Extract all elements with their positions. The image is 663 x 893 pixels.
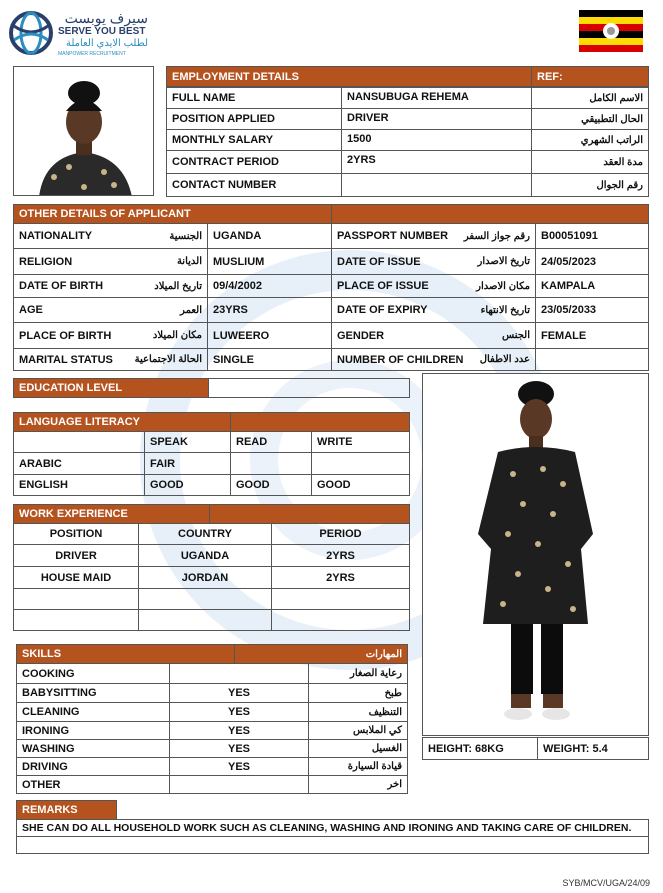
other-left-label-ar: الحالة الاجتماعية	[134, 354, 202, 365]
language-speak: FAIR	[144, 452, 231, 475]
other-right-value	[535, 348, 649, 371]
skill-value: YES	[169, 739, 309, 758]
applicant-full-body-photo	[422, 373, 649, 736]
footer-code: SYB/MCV/UGA/24/09	[562, 878, 650, 888]
other-right-label-ar: رقم جواز السفر	[463, 230, 530, 242]
remarks-header: REMARKS	[16, 800, 117, 820]
speak-header: SPEAK	[144, 431, 231, 453]
contact-number-value	[341, 173, 532, 197]
skill-value: YES	[169, 702, 309, 722]
other-right-value: B00051091	[535, 223, 649, 249]
brand-sub-ar: لطلب الايدي العاملة	[65, 38, 148, 49]
work-period	[271, 609, 410, 631]
other-left-label-ar: الديانة	[176, 256, 202, 267]
other-right-label	[331, 348, 536, 371]
brand-name-en: SERVE YOU BEST	[58, 26, 146, 37]
skills-header-ar: المهارات	[234, 644, 408, 664]
other-left-label	[13, 322, 208, 349]
other-right-label-en: NUMBER OF CHILDREN	[337, 353, 464, 366]
skill-value: YES	[169, 757, 309, 776]
other-right-label	[331, 248, 536, 275]
skills-header: SKILLS	[16, 644, 235, 664]
work-period	[271, 588, 410, 610]
other-right-label	[331, 322, 536, 349]
globe-logo-icon	[8, 10, 54, 56]
height-label: HEIGHT: 68KG	[422, 737, 538, 760]
skill-name: OTHER	[16, 775, 170, 794]
remarks-blank-line	[16, 836, 649, 854]
language-read	[230, 452, 312, 475]
other-right-label-en: PASSPORT NUMBER	[337, 230, 449, 242]
language-write: GOOD	[311, 474, 410, 496]
other-left-label-ar: العمر	[180, 304, 202, 316]
other-right-label-en: PLACE OF ISSUE	[337, 280, 429, 292]
other-left-label-en: RELIGION	[19, 255, 73, 268]
applicant-portrait-photo	[13, 66, 154, 196]
other-details-header: OTHER DETAILS OF APPLICANT	[13, 204, 332, 224]
other-left-label-en: PLACE OF BIRTH	[19, 329, 112, 342]
monthly-salary-label-ar: الراتب الشهري	[531, 129, 649, 151]
period-header: PERIOD	[271, 523, 410, 545]
other-details-header-right	[331, 204, 649, 224]
other-left-value: UGANDA	[207, 223, 332, 249]
other-left-label-en: DATE OF BIRTH	[19, 280, 104, 292]
other-left-label	[13, 248, 208, 275]
language-name: ENGLISH	[13, 474, 145, 496]
language-name: ARABIC	[13, 452, 145, 475]
contact-number-label-ar: رقم الجوال	[531, 173, 649, 197]
language-corner-cell	[13, 431, 145, 453]
skill-name-ar: اخر	[308, 775, 408, 794]
other-left-label-en: AGE	[19, 304, 43, 316]
other-right-value: 23/05/2033	[535, 297, 649, 323]
other-left-label-ar: تاريخ الميلاد	[154, 280, 202, 292]
other-left-label	[13, 274, 208, 298]
employment-details-header: EMPLOYMENT DETAILS	[166, 66, 532, 87]
other-left-value: 09/4/2002	[207, 274, 332, 298]
read-header: READ	[230, 431, 312, 453]
skill-name-ar: الغسيل	[308, 739, 408, 758]
ref-header: REF:	[531, 66, 649, 87]
position-applied-value: DRIVER	[341, 108, 532, 130]
write-header: WRITE	[311, 431, 410, 453]
position-applied-label: POSITION APPLIED	[166, 108, 342, 130]
skill-value	[169, 663, 309, 684]
other-right-label-en: DATE OF ISSUE	[337, 255, 421, 268]
other-right-label-en: GENDER	[337, 329, 385, 342]
work-country: JORDAN	[138, 566, 272, 589]
country-header: COUNTRY	[138, 523, 272, 545]
other-right-label	[331, 297, 536, 323]
work-country	[138, 588, 272, 610]
other-right-value: 24/05/2023	[535, 248, 649, 275]
contact-number-label: CONTACT NUMBER	[166, 173, 342, 197]
other-left-label-en: MARITAL STATUS	[19, 353, 113, 366]
monthly-salary-value: 1500	[341, 129, 532, 151]
other-left-value: LUWEERO	[207, 322, 332, 349]
work-position: DRIVER	[13, 544, 139, 567]
contract-period-label-ar: مدة العقد	[531, 150, 649, 174]
other-right-label-en: DATE OF EXPIRY	[337, 304, 428, 316]
other-right-label-ar: تاريخ الانتهاء	[480, 304, 530, 316]
language-literacy-header-right	[230, 412, 410, 432]
uganda-flag-icon	[579, 10, 643, 52]
skill-value	[169, 775, 309, 794]
monthly-salary-label: MONTHLY SALARY	[166, 129, 342, 151]
work-experience-header: WORK EXPERIENCE	[13, 504, 210, 524]
skill-name-ar: رعاية الصغار	[308, 663, 408, 684]
skill-name: DRIVING	[16, 757, 170, 776]
other-left-value: MUSLIUM	[207, 248, 332, 275]
weight-label: WEIGHT: 5.4	[537, 737, 649, 760]
language-read: GOOD	[230, 474, 312, 496]
language-write	[311, 452, 410, 475]
work-position: HOUSE MAID	[13, 566, 139, 589]
other-right-label	[331, 274, 536, 298]
skill-value: YES	[169, 721, 309, 740]
education-level-header: EDUCATION LEVEL	[13, 378, 209, 398]
skill-name: CLEANING	[16, 702, 170, 722]
brand-name-ar: سيرف يوبست	[64, 10, 148, 26]
other-left-value: SINGLE	[207, 348, 332, 371]
other-left-label-ar: مكان الميلاد	[152, 330, 202, 341]
full-name-value: NANSUBUGA REHEMA	[341, 87, 532, 109]
full-name-label: FULL NAME	[166, 87, 342, 109]
other-right-value: FEMALE	[535, 322, 649, 349]
work-position	[13, 588, 139, 610]
work-country	[138, 609, 272, 631]
other-left-value: 23YRS	[207, 297, 332, 323]
language-literacy-header: LANGUAGE LITERACY	[13, 412, 231, 432]
other-left-label-ar: الجنسية	[169, 230, 202, 242]
work-position	[13, 609, 139, 631]
education-level-value	[208, 378, 410, 398]
other-left-label	[13, 223, 208, 249]
other-right-label-ar: الجنس	[501, 330, 530, 341]
skill-name: COOKING	[16, 663, 170, 684]
skill-name-ar: طبخ	[308, 683, 408, 703]
other-left-label	[13, 348, 208, 371]
skill-name: IRONING	[16, 721, 170, 740]
other-right-value: KAMPALA	[535, 274, 649, 298]
other-right-label-ar: عدد الاطفال	[479, 354, 530, 365]
contract-period-label: CONTRACT PERIOD	[166, 150, 342, 174]
position-header: POSITION	[13, 523, 139, 545]
skill-name: WASHING	[16, 739, 170, 758]
work-country: UGANDA	[138, 544, 272, 567]
other-right-label-ar: مكان الاصدار	[476, 280, 530, 292]
remarks-text: SHE CAN DO ALL HOUSEHOLD WORK SUCH AS CLEANING, WASHING AND IRONING AND TAKING CARE OF CHILDREN.	[16, 819, 649, 837]
skill-name-ar: قيادة السيارة	[308, 757, 408, 776]
other-right-label	[331, 223, 536, 249]
language-speak: GOOD	[144, 474, 231, 496]
skill-name: BABYSITTING	[16, 683, 170, 703]
skill-name-ar: التنظيف	[308, 702, 408, 722]
brand-sub-en: MANPOWER RECRUITMENT	[58, 51, 126, 57]
work-experience-header-right	[209, 504, 410, 524]
skill-name-ar: كي الملابس	[308, 721, 408, 740]
position-applied-label-ar: الحال التطبيقي	[531, 108, 649, 130]
full-name-label-ar: الاسم الكامل	[531, 87, 649, 109]
work-period: 2YRS	[271, 566, 410, 589]
other-left-label	[13, 297, 208, 323]
contract-period-value: 2YRS	[341, 150, 532, 174]
work-period: 2YRS	[271, 544, 410, 567]
other-right-label-ar: تاريخ الاصدار	[477, 256, 530, 267]
other-left-label-en: NATIONALITY	[19, 230, 93, 242]
skill-value: YES	[169, 683, 309, 703]
